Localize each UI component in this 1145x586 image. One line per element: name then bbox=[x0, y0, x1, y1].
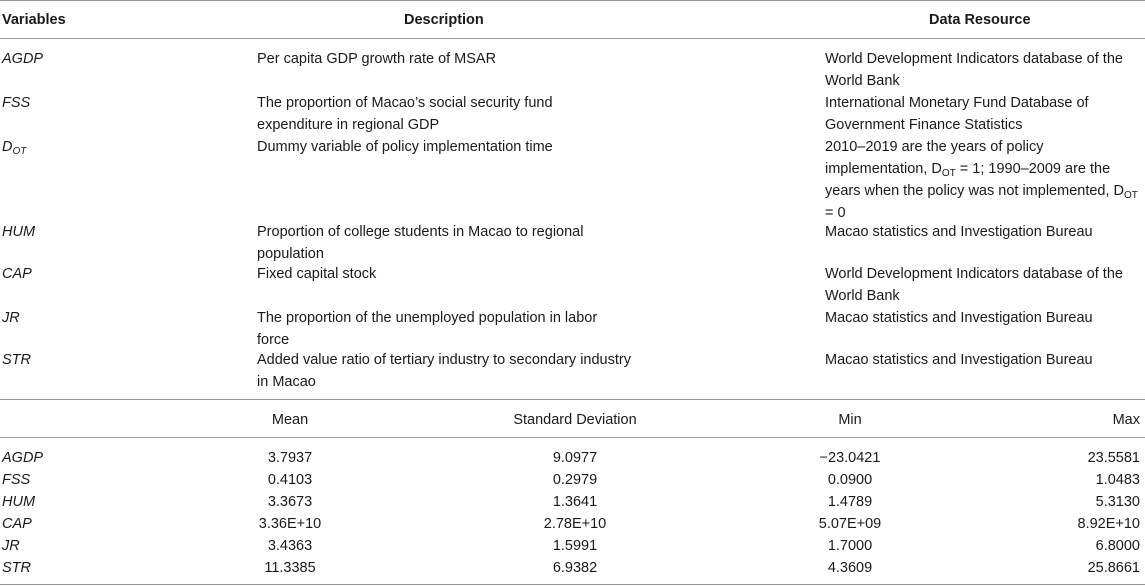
stats-max: 8.92E+10 bbox=[1077, 516, 1140, 532]
header-variables: Variables bbox=[2, 12, 66, 28]
def-source-agdp: World Development Indicators database of the World Bank bbox=[825, 51, 1123, 89]
header-rule bbox=[0, 38, 1145, 39]
stats-header-mean: Mean bbox=[271, 412, 309, 428]
bottom-rule bbox=[0, 584, 1145, 585]
stats-var: FSS bbox=[2, 472, 31, 488]
section-rule bbox=[0, 399, 1145, 400]
header-description: Description bbox=[404, 12, 484, 28]
def-source-hum: Macao statistics and Investigation Bureau bbox=[825, 224, 1093, 240]
stats-header-rule bbox=[0, 437, 1145, 438]
stats-max: 25.8661 bbox=[1087, 560, 1140, 576]
stats-max: 23.5581 bbox=[1087, 450, 1140, 466]
stats-mean: 3.4363 bbox=[267, 538, 313, 554]
stats-min: 1.4789 bbox=[827, 494, 873, 510]
stats-sd: 0.2979 bbox=[552, 472, 598, 488]
def-var-agdp: AGDP bbox=[2, 51, 44, 67]
def-var-hum: HUM bbox=[2, 224, 36, 240]
def-desc-dot: Dummy variable of policy implementation time bbox=[257, 139, 553, 155]
header-data-resource: Data Resource bbox=[929, 12, 1031, 28]
def-source-cap: World Development Indicators database of the World Bank bbox=[825, 266, 1123, 304]
def-desc-agdp: Per capita GDP growth rate of MSAR bbox=[257, 51, 497, 67]
stats-min: −23.0421 bbox=[819, 450, 881, 466]
stats-var: HUM bbox=[2, 494, 36, 510]
stats-sd: 1.5991 bbox=[552, 538, 598, 554]
stats-sd: 9.0977 bbox=[552, 450, 598, 466]
stats-mean: 3.3673 bbox=[267, 494, 313, 510]
def-desc-fss: The proportion of Macao’s social security fund expenditure in regional GDP bbox=[257, 95, 553, 133]
stats-max: 6.8000 bbox=[1095, 538, 1140, 554]
stats-mean: 3.7937 bbox=[267, 450, 313, 466]
stats-mean: 3.36E+10 bbox=[258, 516, 322, 532]
def-desc-jr: The proportion of the unemployed population in labor force bbox=[257, 310, 598, 348]
def-source-jr: Macao statistics and Investigation Bureau bbox=[825, 310, 1093, 326]
stats-sd: 2.78E+10 bbox=[543, 516, 607, 532]
stats-header-max: Max bbox=[1112, 412, 1140, 428]
stats-header-sd: Standard Deviation bbox=[513, 412, 637, 428]
stats-min: 0.0900 bbox=[827, 472, 873, 488]
stats-header-min: Min bbox=[838, 412, 862, 428]
stats-var: CAP bbox=[2, 516, 32, 532]
stats-var: JR bbox=[2, 538, 20, 554]
stats-mean: 0.4103 bbox=[267, 472, 313, 488]
def-var-dot: $D_{OT}$ bbox=[2, 139, 27, 157]
top-rule bbox=[0, 0, 1145, 1]
stats-mean: 11.3385 bbox=[264, 560, 316, 576]
def-desc-cap: Fixed capital stock bbox=[257, 266, 377, 282]
stats-sd: 1.3641 bbox=[552, 494, 598, 510]
def-var-fss: FSS bbox=[2, 95, 31, 111]
stats-var: STR bbox=[2, 560, 31, 576]
def-source-fss: International Monetary Fund Database of Government Finance Statistics bbox=[825, 95, 1089, 133]
def-source-str: Macao statistics and Investigation Bureau bbox=[825, 352, 1093, 368]
stats-max: 1.0483 bbox=[1095, 472, 1140, 488]
def-var-cap: CAP bbox=[2, 266, 32, 282]
def-var-jr: JR bbox=[2, 310, 20, 326]
def-source-dot: 2010–2019 are the years of policy implementation, $D_{OT} = 1$; 1990–2009 are the years when the policy was not implemented, $D_{OT}$ = 0 bbox=[825, 139, 1138, 221]
stats-min: 1.7000 bbox=[827, 538, 873, 554]
def-desc-str: Added value ratio of tertiary industry to secondary industry in Macao bbox=[257, 352, 631, 390]
stats-min: 4.3609 bbox=[827, 560, 873, 576]
def-var-str: STR bbox=[2, 352, 31, 368]
def-desc-hum: Proportion of college students in Macao to regional population bbox=[257, 224, 584, 262]
stats-var: AGDP bbox=[2, 450, 44, 466]
stats-max: 5.3130 bbox=[1095, 494, 1140, 510]
stats-sd: 6.9382 bbox=[552, 560, 598, 576]
stats-min: 5.07E+09 bbox=[818, 516, 882, 532]
